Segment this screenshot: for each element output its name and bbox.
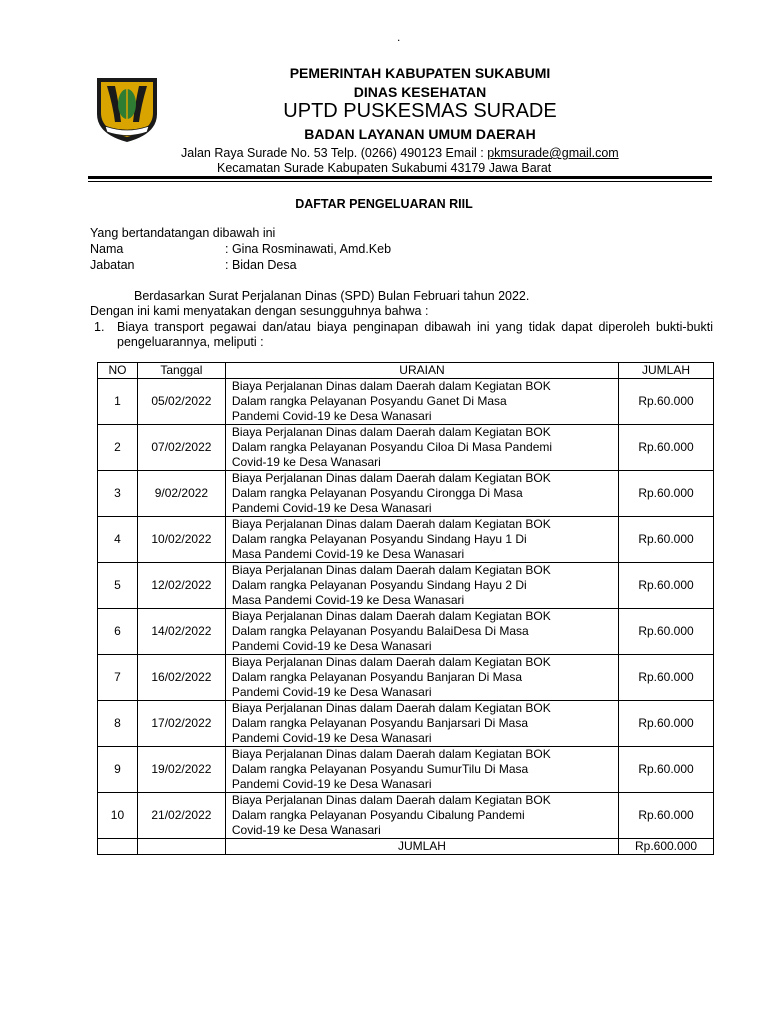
kabupaten-sukabumi-crest: [93, 76, 161, 144]
row-uraian: [225, 793, 618, 839]
uraian-line: Biaya Perjalanan Dinas dalam Daerah dalam Kegiatan BOK: [231, 655, 551, 669]
row-jumlah: Rp.60.000: [619, 655, 714, 701]
uraian-line: Biaya Perjalanan Dinas dalam Daerah dalam Kegiatan BOK: [231, 701, 551, 715]
row-tanggal: 07/02/2022: [137, 425, 225, 471]
uraian-line: Biaya Perjalanan Dinas dalam Daerah dalam Kegiatan BOK: [231, 563, 551, 577]
table-row: [98, 747, 714, 793]
uraian-line: Biaya Perjalanan Dinas dalam Daerah dalam Kegiatan BOK: [231, 793, 551, 807]
header-jumlah: JUMLAH: [619, 363, 714, 379]
total-empty-date: [137, 839, 225, 855]
uraian-line: Biaya Perjalanan Dinas dalam Daerah dalam Kegiatan BOK: [231, 471, 551, 485]
row-tanggal: 16/02/2022: [137, 655, 225, 701]
uraian-line: Dalam rangka Pelayanan Posyandu Banjaran Di Masa: [231, 670, 523, 684]
row-tanggal: 14/02/2022: [137, 609, 225, 655]
table-row: [98, 517, 714, 563]
row-tanggal: 10/02/2022: [137, 517, 225, 563]
table-row: [98, 563, 714, 609]
row-uraian: [225, 747, 618, 793]
row-tanggal: 9/02/2022: [137, 471, 225, 517]
row-uraian: [225, 563, 618, 609]
uraian-line: Masa Pandemi Covid-19 ke Desa Wanasari: [231, 547, 465, 561]
row-uraian: [225, 517, 618, 563]
table-row: [98, 379, 714, 425]
row-tanggal: 05/02/2022: [137, 379, 225, 425]
uraian-line: Dalam rangka Pelayanan Posyandu Sindang Hayu 1 Di: [231, 532, 527, 546]
row-uraian: [225, 701, 618, 747]
header-uraian: URAIAN: [225, 363, 618, 379]
table-row: [98, 655, 714, 701]
uraian-line: Pandemi Covid-19 ke Desa Wanasari: [231, 777, 432, 791]
header-institution: UPTD PUSKESMAS SURADE: [283, 100, 557, 122]
table-row: [98, 425, 714, 471]
header-rule-thick: [88, 176, 712, 179]
jabatan-value: : Bidan Desa: [225, 258, 297, 272]
uraian-line: Dalam rangka Pelayanan Posyandu Sindang Hayu 2 Di: [231, 578, 527, 592]
header-rule-thin: [88, 181, 712, 182]
paragraph-statement: Dengan ini kami menyatakan dengan sesungguhnya bahwa :: [90, 304, 429, 318]
total-label: JUMLAH: [225, 839, 618, 855]
row-no: 10: [98, 793, 138, 839]
uraian-line: Dalam rangka Pelayanan Posyandu Cibalung Pandemi: [231, 808, 525, 822]
top-mark: .: [397, 30, 401, 44]
row-no: 8: [98, 701, 138, 747]
document-title: DAFTAR PENGELUARAN RIIL: [295, 197, 473, 211]
uraian-line: Pandemi Covid-19 ke Desa Wanasari: [231, 731, 432, 745]
address-line-1: [181, 146, 619, 160]
row-jumlah: Rp.60.000: [619, 701, 714, 747]
uraian-line: Pandemi Covid-19 ke Desa Wanasari: [231, 409, 432, 423]
nama-value: : Gina Rosminawati, Amd.Keb: [225, 242, 392, 256]
row-jumlah: Rp.60.000: [619, 425, 714, 471]
row-jumlah: Rp.60.000: [619, 379, 714, 425]
uraian-line: Dalam rangka Pelayanan Posyandu Cirongga Di Masa: [231, 486, 523, 500]
item-number: 1.: [94, 320, 105, 334]
table-row: [98, 793, 714, 839]
header-department: DINAS KESEHATAN: [353, 84, 487, 100]
row-no: 2: [98, 425, 138, 471]
row-tanggal: 21/02/2022: [137, 793, 225, 839]
uraian-line: Biaya Perjalanan Dinas dalam Daerah dalam Kegiatan BOK: [231, 609, 551, 623]
row-uraian: [225, 471, 618, 517]
address-text: Jalan Raya Surade No. 53 Telp. (0266) 490123 Email :: [181, 146, 488, 160]
address-line-2: Kecamatan Surade Kabupaten Sukabumi 43179 Jawa Barat: [217, 161, 552, 175]
row-jumlah: Rp.60.000: [619, 471, 714, 517]
header-tanggal: Tanggal: [137, 363, 225, 379]
header-agency-type: BADAN LAYANAN UMUM DAERAH: [304, 126, 536, 142]
header-no: NO: [98, 363, 138, 379]
item-text: Biaya transport pegawai dan/atau biaya penginapan dibawah ini yang tidak dapat diperoleh bukti-bukti pengeluarannya, meliputi :: [117, 320, 713, 349]
paragraph-spd: Berdasarkan Surat Perjalanan Dinas (SPD) Bulan Februari tahun 2022.: [134, 289, 530, 303]
jabatan-label: Jabatan: [90, 258, 135, 272]
row-no: 3: [98, 471, 138, 517]
uraian-line: Dalam rangka Pelayanan Posyandu BalaiDesa Di Masa: [231, 624, 529, 638]
row-jumlah: Rp.60.000: [619, 747, 714, 793]
table-row: [98, 701, 714, 747]
row-uraian: [225, 609, 618, 655]
email-link[interactable]: pkmsurade@gmail.com: [487, 146, 619, 160]
row-tanggal: 17/02/2022: [137, 701, 225, 747]
table-row: [98, 471, 714, 517]
uraian-line: Dalam rangka Pelayanan Posyandu Ganet Di Masa: [231, 394, 507, 408]
header-government: PEMERINTAH KABUPATEN SUKABUMI: [289, 65, 551, 81]
intro-text: Yang bertandatangan dibawah ini: [90, 226, 276, 240]
uraian-line: Pandemi Covid-19 ke Desa Wanasari: [231, 685, 432, 699]
row-tanggal: 12/02/2022: [137, 563, 225, 609]
row-no: 7: [98, 655, 138, 701]
uraian-line: Dalam rangka Pelayanan Posyandu Banjarsari Di Masa: [231, 716, 529, 730]
table-header-row: [98, 363, 714, 379]
uraian-line: Pandemi Covid-19 ke Desa Wanasari: [231, 639, 432, 653]
uraian-line: Biaya Perjalanan Dinas dalam Daerah dalam Kegiatan BOK: [231, 747, 551, 761]
row-jumlah: Rp.60.000: [619, 793, 714, 839]
row-jumlah: Rp.60.000: [619, 609, 714, 655]
row-no: 5: [98, 563, 138, 609]
nama-label: Nama: [90, 242, 124, 256]
total-value: Rp.600.000: [619, 839, 714, 855]
row-jumlah: Rp.60.000: [619, 563, 714, 609]
row-no: 1: [98, 379, 138, 425]
row-uraian: [225, 655, 618, 701]
row-uraian: [225, 379, 618, 425]
uraian-line: Biaya Perjalanan Dinas dalam Daerah dalam Kegiatan BOK: [231, 425, 551, 439]
row-no: 4: [98, 517, 138, 563]
uraian-line: Dalam rangka Pelayanan Posyandu SumurTilu Di Masa: [231, 762, 529, 776]
uraian-line: Biaya Perjalanan Dinas dalam Daerah dalam Kegiatan BOK: [231, 379, 551, 393]
row-no: 6: [98, 609, 138, 655]
row-jumlah: Rp.60.000: [619, 517, 714, 563]
expense-table: [97, 362, 714, 855]
row-uraian: [225, 425, 618, 471]
uraian-line: Pandemi Covid-19 ke Desa Wanasari: [231, 501, 432, 515]
uraian-line: Biaya Perjalanan Dinas dalam Daerah dalam Kegiatan BOK: [231, 517, 551, 531]
total-empty-no: [98, 839, 138, 855]
uraian-line: Dalam rangka Pelayanan Posyandu Ciloa Di Masa Pandemi: [231, 440, 553, 454]
uraian-line: Covid-19 ke Desa Wanasari: [231, 823, 381, 837]
table-total-row: [98, 839, 714, 855]
table-row: [98, 609, 714, 655]
uraian-line: Covid-19 ke Desa Wanasari: [231, 455, 381, 469]
row-tanggal: 19/02/2022: [137, 747, 225, 793]
row-no: 9: [98, 747, 138, 793]
uraian-line: Masa Pandemi Covid-19 ke Desa Wanasari: [231, 593, 465, 607]
